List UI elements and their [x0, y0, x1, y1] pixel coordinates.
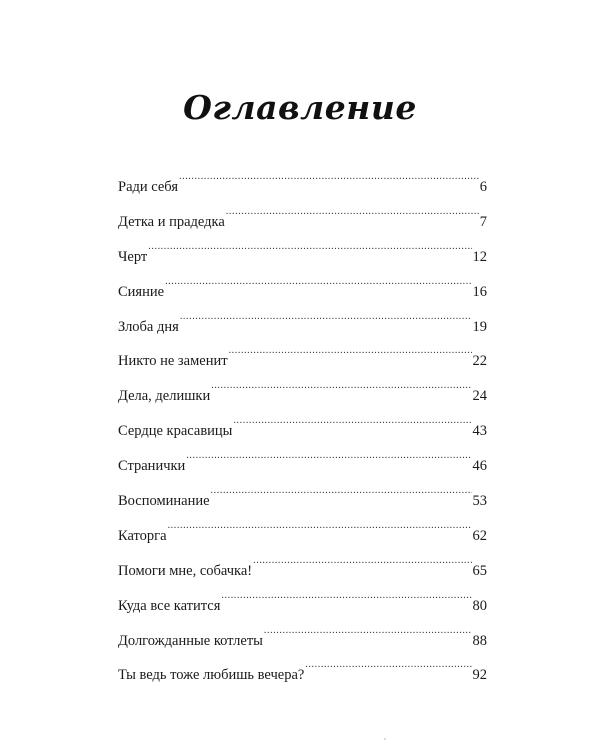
toc-entry[interactable]	[118, 483, 487, 518]
toc-page-number: 19	[472, 318, 487, 335]
toc-entry-title: Сердце красавицы	[118, 423, 233, 440]
dot-leader	[226, 204, 479, 226]
dot-leader	[186, 448, 471, 470]
toc-entry[interactable]	[118, 623, 487, 658]
toc-entry[interactable]	[118, 309, 487, 344]
dot-leader	[180, 309, 472, 331]
toc-entry-title: Странички	[118, 458, 186, 475]
dot-leader	[253, 553, 471, 575]
toc-entry-title: Детка и прадедка	[118, 213, 225, 230]
toc-entry[interactable]	[118, 274, 487, 309]
toc-entry[interactable]	[118, 588, 487, 623]
toc-entry[interactable]	[118, 448, 487, 483]
toc-page-number: 46	[472, 458, 487, 475]
toc-page-number: 65	[472, 562, 487, 579]
table-of-contents	[118, 169, 487, 692]
dot-leader	[229, 343, 472, 365]
dot-leader	[179, 169, 479, 191]
dot-leader	[211, 483, 472, 505]
dot-leader	[168, 518, 472, 540]
toc-entry[interactable]	[118, 657, 487, 692]
dot-leader	[233, 413, 471, 435]
toc-page-number: 88	[472, 632, 487, 649]
toc-entry-title: Воспоминание	[118, 493, 210, 510]
toc-entry[interactable]	[118, 413, 487, 448]
toc-page-number: 16	[472, 283, 487, 300]
toc-page-number: 24	[472, 388, 487, 405]
toc-page-number: 43	[472, 423, 487, 440]
toc-entry-title: Никто не заменит	[118, 353, 228, 370]
toc-page-number: 7	[479, 213, 487, 230]
toc-entry-title: Дела, делишки	[118, 388, 211, 405]
toc-page-number: 22	[472, 353, 487, 370]
toc-entry[interactable]	[118, 518, 487, 553]
toc-entry-title: Ты ведь тоже любишь вечера?	[118, 667, 305, 684]
dot-leader	[165, 274, 471, 296]
toc-entry-title: Злоба дня	[118, 318, 179, 335]
page-title: Оглавление	[183, 88, 417, 127]
toc-entry[interactable]	[118, 239, 487, 274]
toc-entry-title: Куда все катится	[118, 597, 221, 614]
dot-leader	[221, 588, 471, 610]
toc-page-number: 92	[472, 667, 487, 684]
toc-entry-title: Черт	[118, 248, 148, 265]
toc-entry-title: Ради себя	[118, 179, 178, 195]
dot-leader	[148, 239, 471, 261]
toc-page-number: 12	[472, 248, 487, 265]
toc-entry[interactable]	[118, 378, 487, 413]
toc-entry[interactable]	[118, 553, 487, 588]
toc-page-number: 80	[472, 597, 487, 614]
toc-entry[interactable]	[118, 204, 487, 239]
toc-entry-title: Каторга	[118, 527, 167, 544]
toc-page-number: 53	[472, 493, 487, 510]
toc-entry[interactable]	[118, 169, 487, 204]
toc-entry-title: Помоги мне, собачка!	[118, 562, 253, 579]
dot-leader	[211, 378, 471, 400]
toc-entry-title: Сияние	[118, 283, 165, 300]
toc-entry-title: Долгожданные котлеты	[118, 632, 263, 649]
toc-page-number: 62	[472, 527, 487, 544]
toc-page-number: 6	[479, 179, 487, 195]
dot-leader	[305, 657, 471, 679]
toc-entry[interactable]	[118, 343, 487, 378]
page-mark	[384, 738, 386, 740]
dot-leader	[264, 623, 472, 645]
